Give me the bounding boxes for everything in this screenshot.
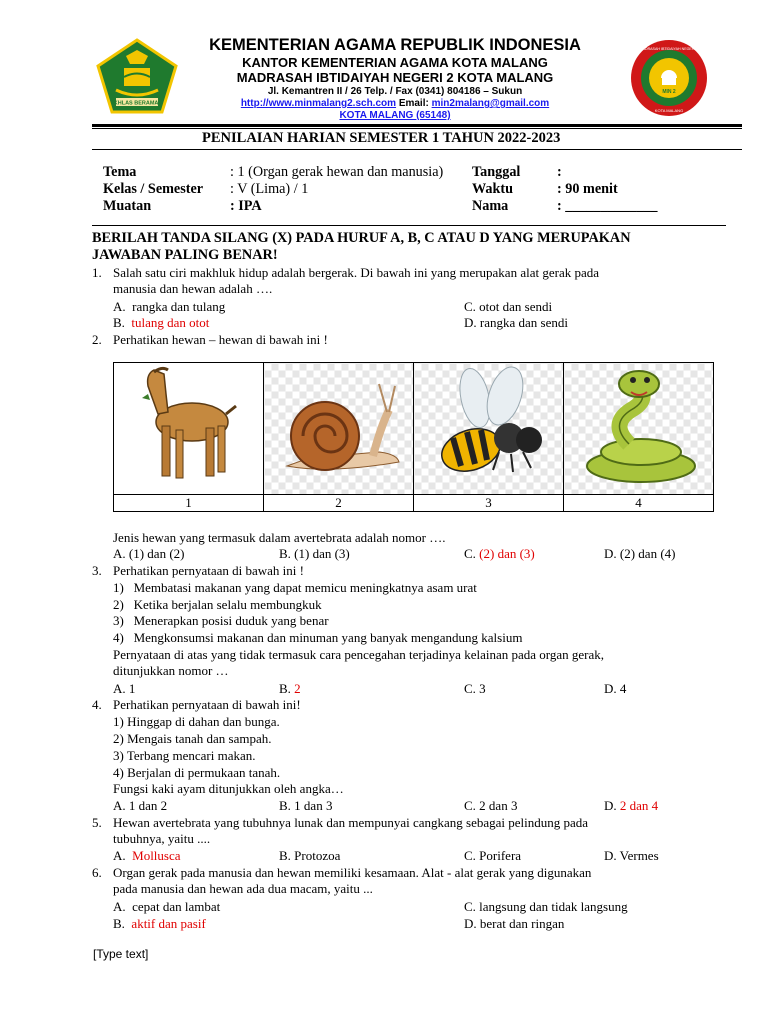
snail-icon bbox=[269, 366, 409, 486]
q5-option-a[interactable]: A. Mollusca bbox=[113, 848, 181, 863]
q3-statement-3: 3) Menerapkan posisi duduk yang benar bbox=[113, 613, 329, 628]
animal-cell-bee bbox=[414, 363, 564, 495]
animal-label-3: 3 bbox=[414, 495, 564, 512]
q2-question: Jenis hewan yang termasuk dalam avertebrata adalah nomor …. bbox=[113, 530, 446, 545]
q2-number: 2. bbox=[92, 332, 102, 347]
header-divider-thin bbox=[92, 128, 742, 129]
muatan-label: Muatan bbox=[103, 198, 152, 214]
q5-option-c[interactable]: C. Porifera bbox=[464, 848, 522, 863]
tanggal-value: : bbox=[557, 164, 562, 180]
kelas-label: Kelas / Semester bbox=[103, 181, 204, 197]
animal-table bbox=[113, 362, 714, 512]
animal-label-1: 1 bbox=[114, 495, 264, 512]
header-divider bbox=[92, 124, 742, 127]
nama-label: Nama bbox=[472, 198, 509, 214]
svg-text:IKHLAS BERAMAL: IKHLAS BERAMAL bbox=[112, 100, 162, 107]
q6-option-d[interactable]: D. berat dan ringan bbox=[464, 916, 565, 931]
snake-icon bbox=[569, 364, 709, 488]
q1-option-c[interactable]: C. otot dan sendi bbox=[464, 299, 553, 314]
q4-statement-4: 4) Berjalan di permukaan tanah. bbox=[113, 765, 281, 780]
q4-option-c[interactable]: C. 2 dan 3 bbox=[464, 798, 518, 813]
info-divider bbox=[92, 225, 726, 226]
animal-label-4: 4 bbox=[564, 495, 714, 512]
q5-option-b[interactable]: B. Protozoa bbox=[279, 848, 341, 863]
nama-value[interactable]: : _____________ bbox=[557, 198, 658, 214]
bee-icon bbox=[419, 364, 559, 488]
q4-number: 4. bbox=[92, 697, 102, 712]
q4-statement-3: 3) Terbang mencari makan. bbox=[113, 748, 256, 763]
svg-text:MIN 2: MIN 2 bbox=[662, 89, 676, 95]
q4-question: Fungsi kaki ayam ditunjukkan oleh angka… bbox=[113, 781, 344, 796]
q3-statement-2: 2) Ketika berjalan selalu membungkuk bbox=[113, 597, 322, 612]
ministry-logo bbox=[94, 38, 180, 116]
title-divider bbox=[92, 149, 742, 150]
madrasah-logo bbox=[626, 38, 712, 118]
header-address: Jl. Kemantren II / 26 Telp. / Fax (0341) 804186 – Sukun bbox=[267, 86, 523, 97]
animal-label-2: 2 bbox=[264, 495, 414, 512]
animal-cell-goat bbox=[114, 363, 264, 495]
q3-option-b[interactable]: B. 2 bbox=[279, 681, 301, 696]
header-ministry: KEMENTERIAN AGAMA REPUBLIK INDONESIA bbox=[209, 36, 581, 54]
muatan-value: : IPA bbox=[230, 198, 262, 214]
q3-option-a[interactable]: A. 1 bbox=[113, 681, 136, 696]
q6-text: Organ gerak pada manusia dan hewan memiliki kesamaan. Alat - alat gerak yang digunakan pada manusia dan hewan ada dua macam, yaitu ... bbox=[113, 865, 592, 896]
tema-value: : 1 (Organ gerak hewan dan manusia) bbox=[230, 164, 444, 180]
q3-option-c[interactable]: C. 3 bbox=[464, 681, 486, 696]
q4-option-d[interactable]: D. 2 dan 4 bbox=[604, 798, 659, 813]
svg-text:MADRASAH IBTIDAIYAH NEGERI 2: MADRASAH IBTIDAIYAH NEGERI 2 bbox=[639, 47, 699, 51]
goat-icon bbox=[134, 364, 244, 488]
q3-text: Perhatikan pernyataan di bawah ini ! bbox=[113, 563, 304, 578]
header-school: MADRASAH IBTIDAIYAH NEGERI 2 KOTA MALANG bbox=[236, 70, 554, 85]
q4-option-a[interactable]: A. 1 dan 2 bbox=[113, 798, 168, 813]
q4-text: Perhatikan pernyataan di bawah ini! bbox=[113, 697, 301, 712]
tema-label: Tema bbox=[103, 164, 137, 180]
header-office: KANTOR KEMENTERIAN AGAMA KOTA MALANG bbox=[242, 55, 548, 70]
tanggal-label: Tanggal bbox=[472, 164, 521, 180]
q2-option-c[interactable]: C. (2) dan (3) bbox=[464, 546, 535, 561]
q4-option-b[interactable]: B. 1 dan 3 bbox=[279, 798, 333, 813]
email-label: Email: bbox=[398, 98, 429, 109]
svg-text:KOTA MALANG: KOTA MALANG bbox=[654, 108, 684, 113]
email-link[interactable]: min2malang@gmail.com bbox=[431, 98, 550, 109]
q2-option-b[interactable]: B. (1) dan (3) bbox=[279, 546, 350, 561]
q4-statement-2: 2) Mengais tanah dan sampah. bbox=[113, 731, 272, 746]
q2-text: Perhatikan hewan – hewan di bawah ini ! bbox=[113, 332, 328, 347]
kelas-value: : V (Lima) / 1 bbox=[230, 181, 309, 197]
q1-text: Salah satu ciri makhluk hidup adalah bergerak. Di bawah ini yang merupakan alat gerak pada manusia dan hewan adalah …. bbox=[113, 265, 600, 296]
q5-number: 5. bbox=[92, 815, 102, 830]
q1-number: 1. bbox=[92, 265, 102, 280]
header-city: KOTA MALANG (65148) bbox=[339, 110, 451, 121]
q3-statement-1: 1) Membatasi makanan yang dapat memicu meningkatnya asam urat bbox=[113, 580, 477, 595]
q1-option-d[interactable]: D. rangka dan sendi bbox=[464, 315, 568, 330]
q5-text: Hewan avertebrata yang tubuhnya lunak dan mempunyai cangkang sebagai pelindung pada tubuhnya, yaitu .... bbox=[113, 815, 589, 846]
q1-option-b[interactable]: B. tulang dan otot bbox=[113, 315, 210, 330]
q3-option-d[interactable]: D. 4 bbox=[604, 681, 627, 696]
q3-statement-4: 4) Mengkonsumsi makanan dan minuman yang banyak mengandung kalsium bbox=[113, 630, 523, 645]
q2-option-a[interactable]: A. (1) dan (2) bbox=[113, 546, 185, 561]
animal-cell-snake bbox=[564, 363, 714, 495]
q6-option-b[interactable]: B. aktif dan pasif bbox=[113, 916, 206, 931]
q5-option-d[interactable]: D. Vermes bbox=[604, 848, 659, 863]
q1-option-a[interactable]: A. rangka dan tulang bbox=[113, 299, 226, 314]
website-link[interactable]: http://www.minmalang2.sch.com bbox=[240, 98, 397, 109]
footer-placeholder: [Type text] bbox=[93, 947, 149, 961]
q6-option-c[interactable]: C. langsung dan tidak langsung bbox=[464, 899, 628, 914]
waktu-label: Waktu bbox=[472, 181, 514, 197]
q3-question: Pernyataan di atas yang tidak termasuk cara pencegahan terjadinya kelainan pada organ gerak, ditunjukkan nomor … bbox=[113, 647, 605, 678]
exam-title: PENILAIAN HARIAN SEMESTER 1 TAHUN 2022-2023 bbox=[202, 130, 561, 146]
q6-option-a[interactable]: A. cepat dan lambat bbox=[113, 899, 221, 914]
animal-cell-snail bbox=[264, 363, 414, 495]
q4-statement-1: 1) Hinggap di dahan dan bunga. bbox=[113, 714, 280, 729]
q6-number: 6. bbox=[92, 865, 102, 880]
waktu-value: : 90 menit bbox=[557, 181, 618, 197]
q3-number: 3. bbox=[92, 563, 102, 578]
instruction: BERILAH TANDA SILANG (X) PADA HURUF A, B, C ATAU D YANG MERUPAKAN JAWABAN PALING BENAR! bbox=[92, 230, 631, 263]
q2-option-d[interactable]: D. (2) dan (4) bbox=[604, 546, 676, 561]
